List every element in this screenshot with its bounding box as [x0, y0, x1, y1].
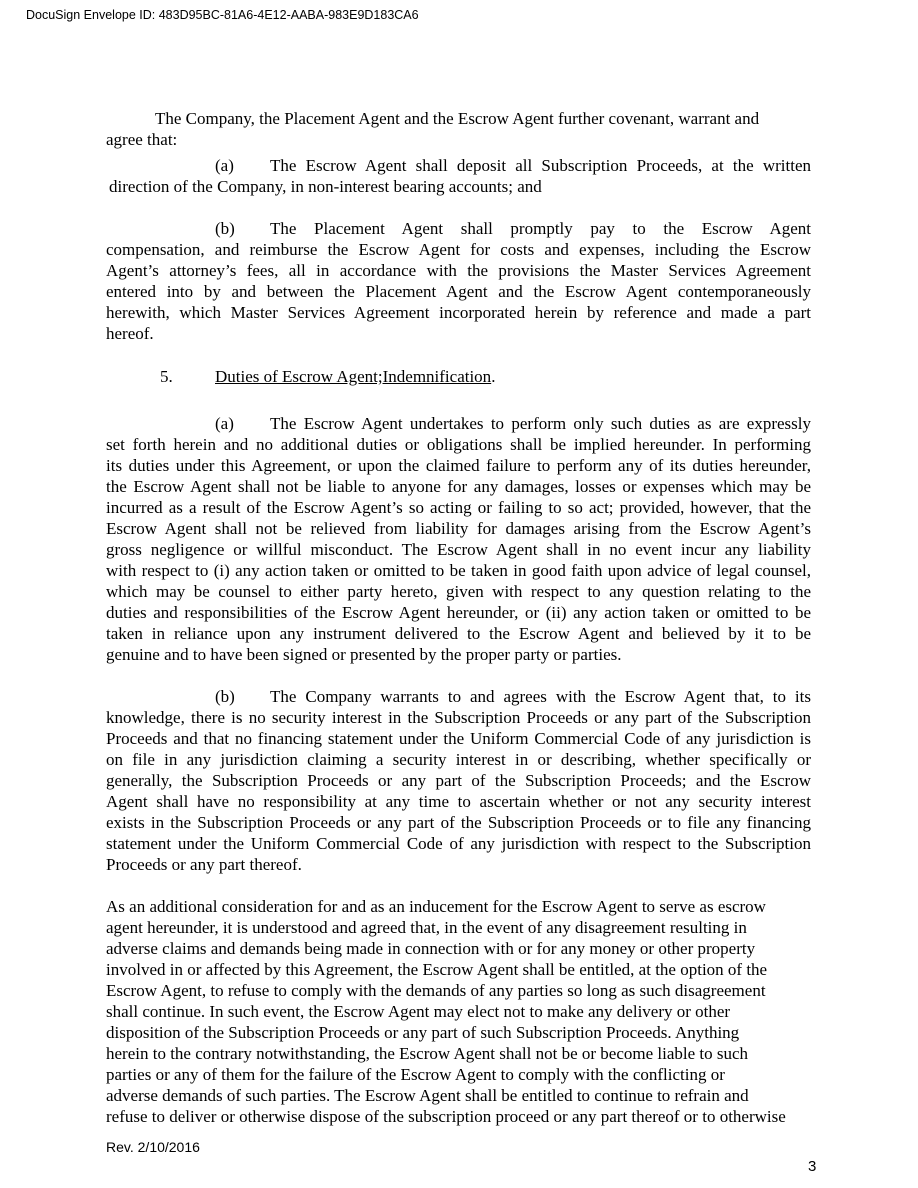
section5-a-line: the Escrow Agent shall not be liable to anyone for any damages, losses or expenses which may be — [106, 477, 811, 496]
covenant-b-line: entered into by and between the Placement Agent and the Escrow Agent contemporaneously — [106, 282, 811, 301]
additional-line: disposition of the Subscription Proceeds or any part of such Subscription Proceeds. Anything — [106, 1023, 740, 1042]
section5-a-line: with respect to (i) any action taken or omitted to be taken in good faith upon advice of legal counsel, — [106, 561, 811, 580]
section5-a-line: its duties under this Agreement, or upon the claimed failure to perform any of its duties hereunder, — [106, 456, 811, 475]
revision-date: Rev. 2/10/2016 — [106, 1139, 200, 1155]
section5-a-line: Escrow Agent shall not be relieved from liability for damages arising from the Escrow Agent’s — [106, 519, 811, 538]
covenant-a-line: direction of the Company, in non-interest bearing accounts; and — [109, 177, 542, 196]
additional-line: herein to the contrary notwithstanding, the Escrow Agent shall not be or become liable to such — [106, 1044, 749, 1063]
covenant-b-label: (b) — [215, 219, 235, 238]
covenant-b-line: herewith, which Master Services Agreement incorporated herein by reference and made a part — [106, 303, 811, 322]
section5-b-line: Proceeds or any part thereof. — [106, 855, 302, 874]
section5-a-line: gross negligence or willful misconduct. The Escrow Agent shall in no event incur any liability — [106, 540, 811, 559]
section5-b-line: knowledge, there is no security interest in the Subscription Proceeds or any part of the Subscription — [106, 708, 811, 727]
section5-b-line: Agent shall have no responsibility at any time to ascertain whether or not any security interest — [106, 792, 811, 811]
covenant-b-line: compensation, and reimburse the Escrow Agent for costs and expenses, including the Escrow — [106, 240, 811, 259]
section-number: 5. — [160, 367, 173, 386]
envelope-id: DocuSign Envelope ID: 483D95BC-81A6-4E12-AABA-983E9D183CA6 — [26, 8, 419, 22]
additional-line: parties or any of them for the failure of the Escrow Agent to comply with the conflicting or — [106, 1065, 725, 1084]
section-heading — [215, 367, 495, 387]
section5-b-line: statement under the Uniform Commercial Code of any jurisdiction with respect to the Subscription — [106, 834, 811, 853]
page-number: 3 — [808, 1158, 817, 1175]
section5-b-label: (b) — [215, 687, 235, 706]
additional-line: As an additional consideration for and as an inducement for the Escrow Agent to serve as escrow — [106, 897, 766, 916]
section5-a-line: The Escrow Agent undertakes to perform only such duties as are expressly — [270, 414, 811, 433]
section5-b-line: exists in the Subscription Proceeds or any part of the Subscription Proceeds or to file any financing — [106, 813, 811, 832]
section-title: Duties of Escrow Agent;Indemnification — [215, 367, 492, 386]
section5-b-line: on file in any jurisdiction claiming a security interest in or describing, whether specifically or — [106, 750, 811, 769]
section5-a-label: (a) — [215, 414, 234, 433]
section5-a-line: set forth herein and no additional duties or obligations shall be implied hereunder. In performing — [106, 435, 811, 454]
covenant-b-line: Agent’s attorney’s fees, all in accordance with the provisions the Master Services Agreement — [106, 261, 811, 280]
additional-line: refuse to deliver or otherwise dispose of the subscription proceed or any part thereof or to otherwise — [106, 1107, 786, 1126]
section-title-period: . — [491, 367, 496, 386]
additional-line: Escrow Agent, to refuse to comply with the demands of any parties so long as such disagreement — [106, 981, 766, 1000]
additional-line: shall continue. In such event, the Escrow Agent may elect not to make any delivery or other — [106, 1002, 731, 1021]
covenant-intro-line: The Company, the Placement Agent and the Escrow Agent further covenant, warrant and — [155, 109, 760, 128]
section5-a-line: which may be counsel to either party hereto, given with respect to any question relating to the — [106, 582, 811, 601]
additional-line: adverse demands of such parties. The Escrow Agent shall be entitled to continue to refrain and — [106, 1086, 749, 1105]
additional-line: involved in or affected by this Agreement, the Escrow Agent shall be entitled, at the option of the — [106, 960, 768, 979]
section5-b-line: generally, the Subscription Proceeds or any part of the Subscription Proceeds; and the Escrow — [106, 771, 811, 790]
covenant-b-line: hereof. — [106, 324, 154, 343]
section5-a-line: genuine and to have been signed or presented by the proper party or parties. — [106, 645, 622, 664]
covenant-a-line: The Escrow Agent shall deposit all Subscription Proceeds, at the written — [270, 156, 811, 175]
additional-line: adverse claims and demands being made in connection with or for any money or other property — [106, 939, 756, 958]
section5-a-line: incurred as a result of the Escrow Agent’s so acting or failing to so act; provided, however, that the — [106, 498, 811, 517]
covenant-b-line: The Placement Agent shall promptly pay to the Escrow Agent — [270, 219, 811, 238]
section5-b-line: The Company warrants to and agrees with the Escrow Agent that, to its — [270, 687, 811, 706]
additional-line: agent hereunder, it is understood and agreed that, in the event of any disagreement resulting in — [106, 918, 747, 937]
section5-b-line: Proceeds and that no financing statement under the Uniform Commercial Code of any jurisdiction is — [106, 729, 811, 748]
section5-a-line: duties and responsibilities of the Escrow Agent hereunder, or (ii) any action taken or omitted to be — [106, 603, 811, 622]
covenant-a-label: (a) — [215, 156, 234, 175]
section5-a-line: taken in reliance upon any instrument delivered to the Escrow Agent and believed by it to be — [106, 624, 811, 643]
covenant-intro-line: agree that: — [106, 130, 178, 149]
